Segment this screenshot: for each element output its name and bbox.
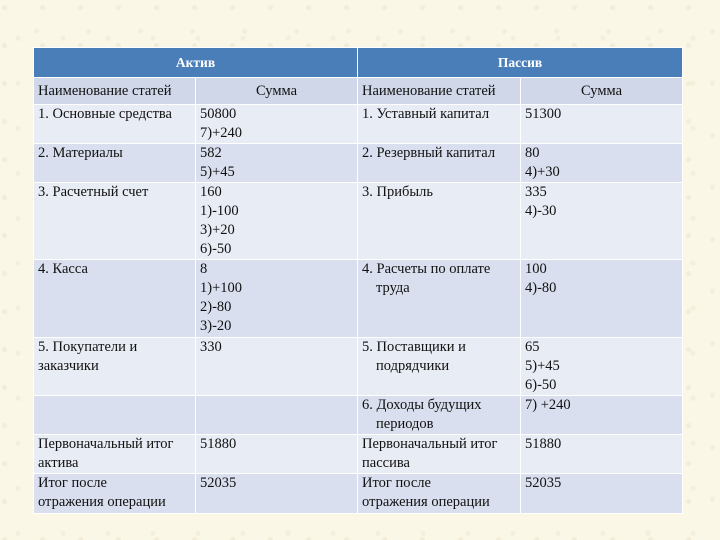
liability-name-cell: 6. Доходы будущих периодов: [358, 396, 521, 435]
asset-header: Актив: [34, 48, 358, 78]
asset-sum-cell: 582 5)+45: [196, 144, 358, 183]
liability-total-initial-label: Первоначальный итог пассива: [358, 435, 521, 474]
liability-header: Пассив: [358, 48, 683, 78]
liability-sum-cell: 7) +240: [521, 396, 683, 435]
balance-table: [33, 47, 683, 514]
balance-sheet: [33, 47, 682, 514]
liability-sum-cell: 335 4)-30: [521, 183, 683, 260]
asset-sum-cell: 330: [196, 338, 358, 396]
table-row: [34, 338, 683, 396]
liability-total-initial-value: 51880: [521, 435, 683, 474]
liability-name-cell: 1. Уставный капитал: [358, 105, 521, 144]
liability-name-cell: 3. Прибыль: [358, 183, 521, 260]
liability-sum-cell: 65 5)+45 6)-50: [521, 338, 683, 396]
asset-total-initial-value: 51880: [196, 435, 358, 474]
liability-name-cell: 4. Расчеты по оплате труда: [358, 260, 521, 338]
asset-total-after-value: 52035: [196, 474, 358, 514]
asset-name-cell: 4. Касса: [34, 260, 196, 338]
liability-name-cell: 5. Поставщики и подрядчики: [358, 338, 521, 396]
asset-sum-cell: 160 1)-100 3)+20 6)-50: [196, 183, 358, 260]
table-row: [34, 474, 683, 514]
table-row: [34, 105, 683, 144]
table-row: [34, 183, 683, 260]
asset-total-after-label: Итог после отражения операции: [34, 474, 196, 514]
asset-sum-cell: 50800 7)+240: [196, 105, 358, 144]
table-row: [34, 144, 683, 183]
liability-sum-cell: 100 4)-80: [521, 260, 683, 338]
liability-name-column-header: Наименование статей: [358, 78, 521, 105]
liability-sum-cell: 80 4)+30: [521, 144, 683, 183]
table-row: [34, 260, 683, 338]
liability-total-after-value: 52035: [521, 474, 683, 514]
asset-name-column-header: Наименование статей: [34, 78, 196, 105]
asset-total-initial-label: Первоначальный итог актива: [34, 435, 196, 474]
liability-name-cell: 2. Резервный капитал: [358, 144, 521, 183]
asset-name-cell: 5. Покупатели и заказчики: [34, 338, 196, 396]
asset-name-cell: 3. Расчетный счет: [34, 183, 196, 260]
liability-sum-column-header: Сумма: [521, 78, 683, 105]
asset-sum-column-header: Сумма: [196, 78, 358, 105]
liability-total-after-label: Итог после отражения операции: [358, 474, 521, 514]
table-row: [34, 396, 683, 435]
liability-sum-cell: 51300: [521, 105, 683, 144]
asset-sum-cell: 8 1)+100 2)-80 3)-20: [196, 260, 358, 338]
asset-sum-cell: [196, 396, 358, 435]
table-row: [34, 435, 683, 474]
asset-name-cell: [34, 396, 196, 435]
asset-name-cell: 2. Материалы: [34, 144, 196, 183]
asset-name-cell: 1. Основные средства: [34, 105, 196, 144]
